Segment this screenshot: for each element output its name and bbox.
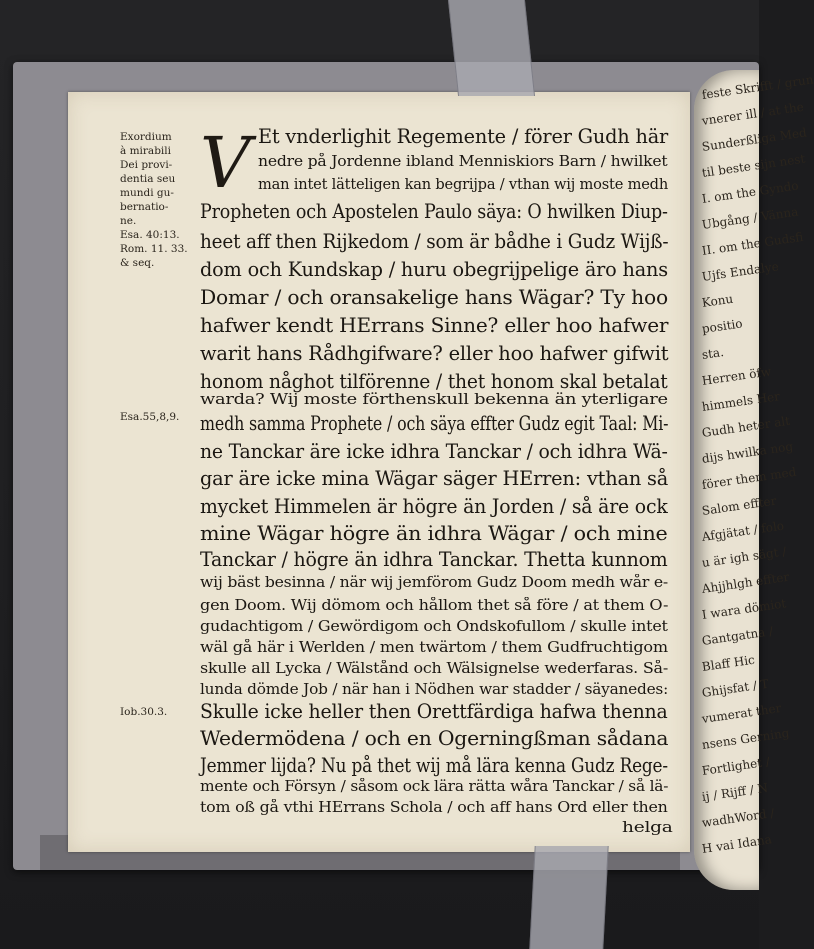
text-line: dom och Kundskap / huru obegrijpelige äro hans [200,258,668,281]
text-line: medh samma Prophete / och säya effter Gudz egit Taal: Mi- [200,412,669,435]
margin-note-line: Esa. 40:13. [120,229,180,241]
text-line: honom någhot tilförenne / thet honom skal betalat [200,370,668,393]
text-line: ne Tanckar äre icke idhra Tanckar / och idhra Wä- [200,440,668,463]
text-line: gudachtigom / Gewördigom och Ondskofullom / skulle intet [200,619,668,635]
text-line: Jemmer lijda? Nu på thet wij må lära kenna Gudz Rege- [200,754,668,777]
margin-note-line: bernatio- [120,201,169,213]
text-line: wij bäst besinna / när wij jemförom Gudz Doom medh wår e- [200,575,668,591]
facing-page-line: wadhWord / [701,805,776,830]
facing-page-line: himmels Her [701,389,781,414]
facing-page-line: vumerat ther [701,700,783,726]
margin-note-line: Rom. 11. 33. [120,243,188,255]
facing-page-line: til beste sijn nest [701,151,807,180]
facing-page-line: II. om the Gudsfi [701,229,805,258]
text-line: warda? Wij moste förthenskull bekenna än yterligare [200,392,668,408]
text-line: mycket Himmelen är högre än Jorden / så äre ock [200,495,668,518]
facing-page-line: Herren öfw [701,364,772,388]
drop-cap: V [200,122,251,204]
margin-note-line: à mirabili [120,145,171,157]
facing-page-line: Ahjjhlgh effter [701,569,791,596]
text-line: gen Doom. Wij dömom och hållom thet så före / at them O- [200,598,669,614]
text-line: warit hans Rådhgifware? eller hoo hafwer gifwit [200,342,669,365]
facing-page-line: u är igh sägt / [701,544,788,570]
text-line: lunda dömde Job / när han i Nödhen war stadder / säyanedes: [200,682,669,698]
facing-page-line: I wara dömiot [701,596,788,622]
holding-strap-top [448,0,535,96]
text-line: Skulle icke heller then Orettfärdiga hafwa thenna [200,700,668,723]
text-line: helga [622,820,673,836]
facing-page-line: Sunderßliga Med [701,125,808,154]
facing-page-line: feste Skrifft / grun [701,72,814,102]
facing-page-line: Fortlighet / [701,754,771,778]
text-line: gar äre icke mina Wägar säger HErren: vthan så [200,467,669,490]
facing-page-line: positio [701,316,744,336]
text-line: Wedermödena / och en Ogerningßman sådana [200,727,669,750]
facing-page-line: Gudh heter alt [701,413,791,440]
facing-page-line: ij / Rijff / N [701,780,769,804]
text-line: Propheten och Apostelen Paulo säya: O hwilken Diup- [200,200,668,223]
facing-page-line: dijs hwilka nog [701,439,794,466]
facing-page-line: Ujfs Endalye [701,259,780,284]
text-line: Tanckar / högre än idhra Tanckar. Thetta kunnom [200,548,668,571]
margin-note-esa55: Esa.55,8,9. [120,411,180,423]
margin-note-line: Exordium [120,131,172,143]
facing-page [694,70,814,890]
text-line: tom oß gå vthi HErrans Schola / och aff hans Ord eller then [200,800,668,816]
facing-page-line: Ghijsfat / T [701,676,770,700]
facing-page-line: Ubgång / Vänna [701,204,800,232]
facing-page-line: Blaff Hic [701,652,756,674]
margin-note-line: Dei provi- [120,159,173,171]
facing-page-line: I. om the Gyndo [701,178,800,206]
facing-page-line: Konu [701,291,734,310]
facing-page-line: förer them med [701,464,798,492]
facing-page-line: Salom effter [701,493,778,518]
margin-note-line: mundi gu- [120,187,174,199]
facing-page-line: sta. [701,345,725,362]
text-line: hafwer kendt HErrans Sinne? eller hoo hafwer [200,314,669,337]
margin-note-exordium [120,130,188,270]
text-line: Domar / och oransakelige hans Wägar? Ty hoo [200,286,668,309]
facing-page-line: vnerer ill / at the [701,99,805,128]
text-line: mine Wägar högre än idhra Wägar / och mine [200,522,668,545]
facing-page-line: nsens Gerning [701,725,791,752]
holding-strap-bottom [529,846,608,949]
text-line: Et vnderlighit Regemente / förer Gudh här [258,125,669,148]
text-line: skulle all Lycka / Wälstånd och Wälsignelse wederfaras. Så- [200,661,669,677]
margin-note-iob: Iob.30.3. [120,706,168,718]
text-line: man intet lätteligen kan begrijpa / vthan wij moste medh [258,177,669,193]
facing-page-line: Gantgatna / [701,624,774,648]
text-line: nedre på Jordenne ibland Menniskiors Barn / hwilket [258,154,668,170]
margin-note-line: dentia seu [120,173,176,185]
margin-note-line: ne. [120,215,137,227]
facing-page-line: H vai Idana [701,832,773,856]
facing-page-line: Afgjätat / folo [701,518,785,544]
text-line: wäl gå här i Werlden / men twärtom / them Gudfruchtigom [200,640,668,656]
margin-note-line: & seq. [120,257,155,269]
text-line: heet aff then Rijkedom / som är bådhe i Gudz Wijß- [200,230,669,253]
text-line: mente och Försyn / såsom ock lära rätta wåra Tanckar / så lä- [200,779,669,795]
